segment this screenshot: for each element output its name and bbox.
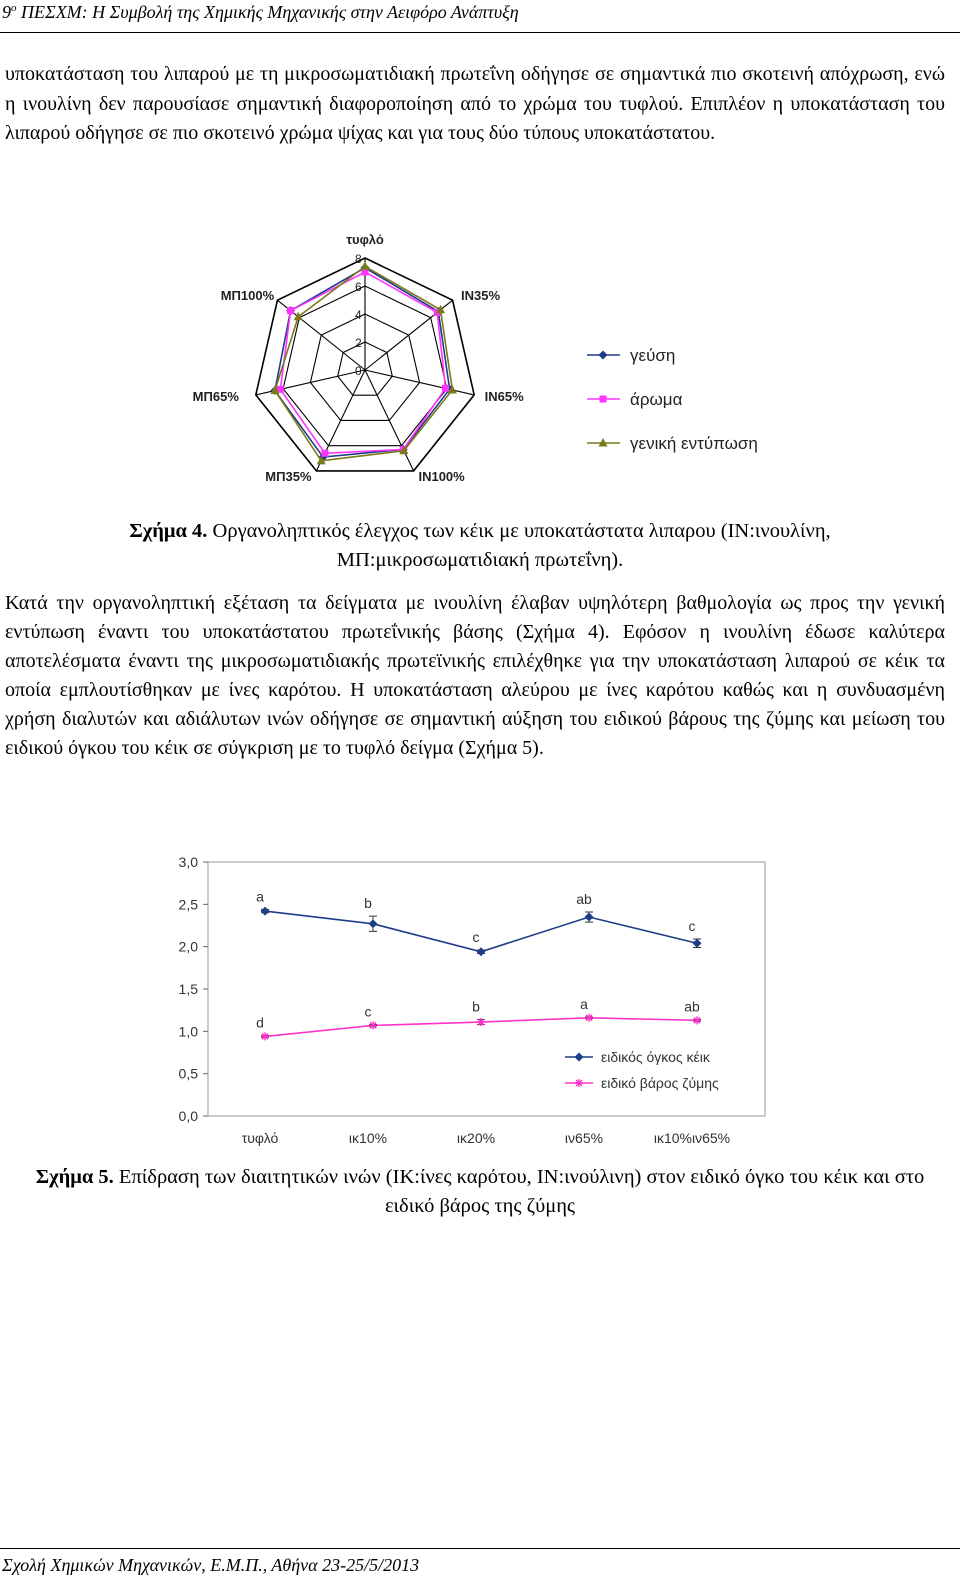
figure-4-caption-text: Οργανοληπτικός έλεγχος των κέικ με υποκατάστατα λιπαρου (ΙΝ:ινουλίνη, ΜΠ:μικροσωματιδιακή πρωτεΐνη).: [212, 520, 831, 571]
data-point: [585, 1014, 593, 1022]
radar-grid: [256, 258, 474, 471]
radar-tick-label: 6: [355, 280, 362, 294]
radar-point: [287, 307, 294, 314]
series-line: [265, 911, 697, 952]
paragraph-2: Κατά την οργανοληπτική εξέταση τα δείγματα με ινουλίνη έλαβαν υψηλότερη βαθμολογία ως προς την γενική εντύπωση έναντι του υποκατάστατου πρωτεΐνικής βάσης (Σχήμα 4). Εφόσον η ινουλίνη έδωσε καλύτερα αποτελέσματα έναντι της μικροσωματιδιακής πρωτεϊνικής επιλέχθηκε για την υποκατάσταση λιπαρού σε κέικ τα οποία εμπλουτίσθηκαν με ίνες καρότου. Η υποκατάσταση αλεύρου με ίνες καρότου καθώς και η συνδυασμένη χρήση διαλυτών και αδιάλυτων ινών οδήγησε σε σημαντική αύξηση του ειδικού βάρους της ζύμης και μείωση του ειδικού όγκου του κέικ σε σύγκριση με το τυφλό δείγμα (Σχήμα 5).: [5, 592, 945, 759]
legend-marker: [599, 351, 608, 360]
significance-label: c: [472, 929, 480, 946]
x-tick-label: ικ10%: [348, 1130, 388, 1146]
radar-chart: [180, 225, 820, 495]
paragraph-1: υποκατάσταση του λιπαρού με τη μικροσωματιδιακή πρωτεΐνη οδήγησε σε σημαντικά πιο σκοτεινή απόχρωση, ενώ η ινουλίνη δεν παρουσίασε σημαντική διαφοροποίηση από το χρώμα του τυφλού. Επιπλέον η υποκατάσταση του λιπαρού οδήγησε σε πιο σκοτεινό χρώμα ψίχας και για τους δύο τύπους υποκατάστατου.: [5, 63, 945, 144]
radar-axis-label: ΙΝ35%: [461, 288, 501, 304]
data-point: [585, 913, 594, 922]
radar-tick-label: 2: [355, 336, 362, 350]
figure-4-label: Σχήμα 4.: [129, 520, 208, 542]
running-footer: Σχολή Χημικών Μηχανικών, Ε.Μ.Π., Αθήνα 23-25/5/2013: [2, 1555, 420, 1575]
data-point: [477, 1018, 485, 1026]
significance-label: d: [256, 1014, 264, 1031]
legend-label: γενική εντύπωση: [630, 434, 758, 453]
data-point: [693, 1016, 701, 1024]
radar-series-line: [275, 268, 450, 457]
legend-label: ειδικό βάρος ζύμης: [601, 1075, 719, 1091]
y-tick-label: 2,0: [178, 938, 198, 955]
footer-rule: [0, 1548, 960, 1549]
data-point: [261, 1032, 269, 1040]
radar-axis-label: ΜΠ35%: [265, 468, 312, 484]
y-tick-label: 1,0: [178, 1023, 198, 1040]
legend-label: άρωμα: [630, 390, 683, 409]
line-chart: [165, 845, 795, 1155]
data-point: [693, 939, 702, 948]
data-point: [477, 947, 486, 956]
x-tick-label: ικ20%: [456, 1130, 496, 1146]
running-header: $9^o$ ΠΕΣΧΜ: Η Συμβολή της Χημικής Μηχανικής στην Αειφόρο Ανάπτυξη: [2, 2, 519, 22]
legend-marker: [575, 1079, 583, 1087]
y-tick-label: 1,5: [178, 981, 198, 997]
radar-axis-label: τυφλό: [346, 232, 384, 247]
x-tick-label: ιν65%: [564, 1130, 604, 1146]
radar-series-1: [270, 263, 454, 461]
radar-series-line: [275, 266, 452, 460]
figure-5-label: Σχήμα 5.: [35, 1166, 114, 1188]
data-point: [261, 907, 270, 916]
significance-label: ab: [576, 890, 592, 907]
significance-label: c: [364, 1003, 372, 1020]
radar-series-3: [270, 261, 456, 464]
radar-axis-label: ΙΝ65%: [484, 388, 524, 404]
radar-point: [442, 385, 449, 392]
significance-label: a: [580, 995, 588, 1012]
significance-label: c: [688, 918, 696, 935]
radar-tick-label: 0: [355, 364, 362, 378]
significance-label: a: [256, 888, 264, 905]
header-rule: [0, 32, 960, 33]
radar-legend: [587, 346, 758, 453]
figure-5-caption: [10, 1163, 950, 1221]
y-tick-label: 3,0: [178, 854, 198, 870]
radar-tick-label: 8: [355, 252, 362, 266]
legend-marker: [575, 1053, 584, 1062]
line-series-2: [256, 996, 701, 1040]
radar-point: [361, 261, 370, 270]
y-tick-label: 2,5: [178, 896, 198, 913]
radar-axis-label: ΜΠ65%: [192, 388, 239, 404]
line-series-1: [256, 888, 701, 956]
radar-point: [294, 312, 303, 321]
significance-label: b: [364, 895, 372, 912]
data-point: [369, 1021, 377, 1029]
x-tick-label: τυφλό: [241, 1130, 279, 1146]
radar-point: [321, 450, 328, 457]
legend-label: ειδικός όγκος κέικ: [601, 1049, 710, 1065]
data-point: [369, 919, 378, 928]
significance-label: b: [472, 998, 480, 1015]
significance-label: ab: [684, 998, 700, 1015]
y-tick-label: 0,5: [178, 1065, 198, 1082]
legend-label: γεύση: [630, 346, 676, 365]
y-tick-label: 0,0: [178, 1108, 198, 1124]
line-legend: [565, 1049, 719, 1091]
radar-tick-label: 4: [355, 308, 362, 322]
radar-axis-label: ΙΝ100%: [418, 468, 465, 484]
radar-axis-label: ΜΠ100%: [220, 288, 275, 304]
figure-4-caption: [40, 517, 920, 575]
figure-5-caption-text: Επίδραση των διαιτητικών ινών (ΙΚ:ίνες καρότου, ΙΝ:ινούλινη) στον ειδικό όγκο του κέικ και στο ειδικό βάρος της ζύμης: [118, 1166, 925, 1217]
x-tick-label: ικ10%ιν65%: [653, 1130, 731, 1146]
radar-spoke: [365, 370, 474, 395]
legend-marker: [600, 396, 607, 403]
